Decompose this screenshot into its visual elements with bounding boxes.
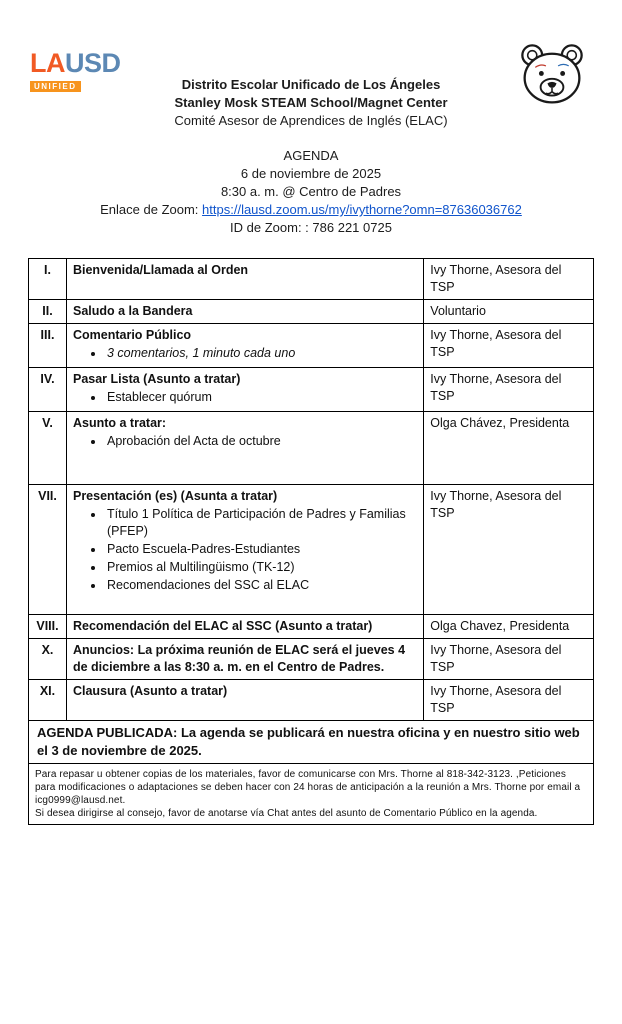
table-row [29, 680, 594, 721]
row-person: Olga Chavez, Presidenta [424, 615, 594, 639]
agenda-time-location: 8:30 a. m. @ Centro de Padres [220, 184, 402, 199]
row-bullet: • Premios al Multilingüismo (TK-12) [105, 559, 417, 576]
lausd-logo-wordmark [30, 50, 121, 77]
row-numeral: II. [29, 300, 67, 324]
row-title: Clausura (Asunto a tratar) [72, 684, 228, 698]
table-row [29, 485, 594, 615]
table-row [29, 259, 594, 300]
row-bullet: • Recomendaciones del SSC al ELAC [105, 577, 417, 594]
row-title: Comentario Público [72, 328, 192, 342]
row-bullet: • 3 comentarios, 1 minuto cada uno [105, 345, 417, 362]
table-row [29, 324, 594, 368]
row-numeral: VII. [29, 485, 67, 615]
row-person: Ivy Thorne, Asesora del TSP [424, 639, 594, 680]
agenda-heading: AGENDA [283, 148, 339, 163]
zoom-link-line [28, 201, 594, 219]
row-title: Presentación (es) (Asunta a tratar) [72, 489, 278, 503]
district-name: Distrito Escolar Unificado de Los Ángeles [181, 77, 441, 92]
published-note-row [29, 721, 594, 764]
agenda-date: 6 de noviembre de 2025 [240, 166, 382, 181]
table-row [29, 412, 594, 485]
row-bullet: • Pacto Escuela-Padres-Estudiantes [105, 541, 417, 558]
table-row [29, 639, 594, 680]
row-person: Olga Chávez, Presidenta [424, 412, 594, 485]
row-title: Recomendación del ELAC al SSC (Asunto a tratar) [72, 619, 373, 633]
row-title: Bienvenida/Llamada al Orden [72, 263, 249, 277]
spacer [28, 130, 594, 147]
row-numeral: III. [29, 324, 67, 368]
row-numeral: I. [29, 259, 67, 300]
row-person: Voluntario [424, 300, 594, 324]
row-numeral: VIII. [29, 615, 67, 639]
row-title: Anuncios: La próxima reunión de ELAC será el jueves 4 de diciembre a las 8:30 a. m. en el Centro de Padres. [72, 643, 406, 674]
fine-print-chat: Si desea dirigirse al consejo, favor de anotarse vía Chat antes del asunto de Comentario Público en la agenda. [35, 808, 538, 819]
lausd-logo-unified-badge: UNIFIED [30, 81, 81, 92]
fine-print-materials: Para repasar u obtener copias de los materiales, favor de comunicarse con Mrs. Thorne al 818-342-3123. ,Peticiones para modificaciones o adaptaciones se deben hacer con 24 horas de anticipación a la reunión a Mrs. Thorne por email a icg0999@lausd.net. [35, 769, 581, 806]
row-person: Ivy Thorne, Asesora del TSP [424, 368, 594, 412]
zoom-link[interactable]: https://lausd.zoom.us/my/ivythorne?omn=87636036762 [202, 202, 522, 217]
row-title: Saludo a la Bandera [72, 304, 193, 318]
published-note: AGENDA PUBLICADA: La agenda se publicará en nuestra oficina y en nuestro sitio web el 3 de noviembre de 2025. [29, 721, 594, 764]
document-header [28, 76, 594, 237]
zoom-link-label: Enlace de Zoom: [100, 202, 199, 217]
row-bullet: • Título 1 Política de Participación de Padres y Familias (PFEP) [105, 506, 417, 540]
lausd-logo-la-text: LA [30, 48, 65, 78]
agenda-table [28, 258, 594, 825]
committee-name: Comité Asesor de Aprendices de Inglés (ELAC) [174, 113, 448, 128]
table-row [29, 368, 594, 412]
table-row [29, 300, 594, 324]
row-person: Ivy Thorne, Asesora del TSP [424, 485, 594, 615]
row-numeral: IV. [29, 368, 67, 412]
row-numeral: XI. [29, 680, 67, 721]
table-row [29, 615, 594, 639]
row-title: Asunto a tratar: [72, 416, 167, 430]
row-person: Ivy Thorne, Asesora del TSP [424, 680, 594, 721]
row-numeral: X. [29, 639, 67, 680]
row-bullet: • Aprobación del Acta de octubre [105, 433, 417, 450]
school-name: Stanley Mosk STEAM School/Magnet Center [174, 95, 448, 110]
row-bullet: • Establecer quórum [105, 389, 417, 406]
row-person: Ivy Thorne, Asesora del TSP [424, 259, 594, 300]
row-title: Pasar Lista (Asunto a tratar) [72, 372, 241, 386]
row-numeral: V. [29, 412, 67, 485]
zoom-id: ID de Zoom: : 786 221 0725 [230, 220, 392, 235]
row-person: Ivy Thorne, Asesora del TSP [424, 324, 594, 368]
fine-print-row [29, 764, 594, 825]
lausd-logo-usd-text: USD [65, 48, 121, 78]
